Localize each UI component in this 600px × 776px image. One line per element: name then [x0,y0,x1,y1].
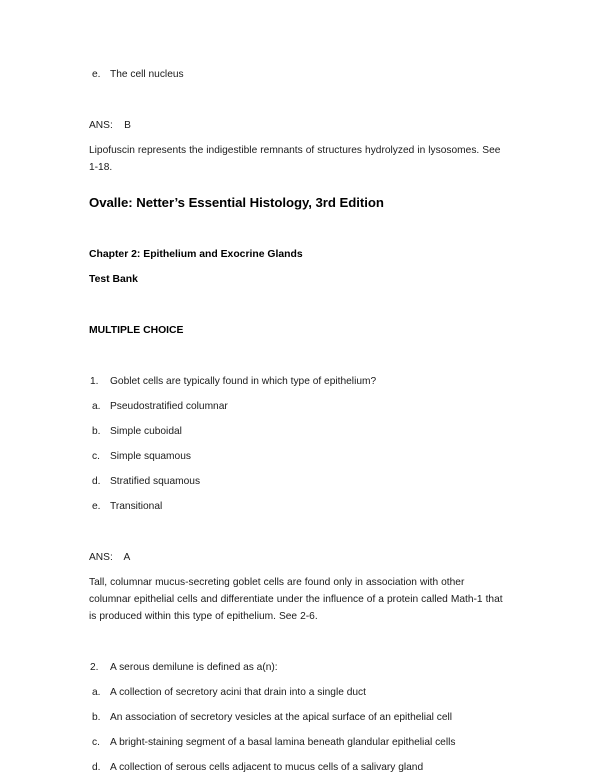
option-marker: b. [92,426,101,437]
spacer [89,465,508,473]
question-number: 1. [90,376,99,387]
option-marker: e. [92,501,101,512]
spacer [89,415,508,423]
spacer [89,440,508,448]
top-spacer [89,0,508,66]
option-marker: c. [92,737,100,748]
list-item [89,709,508,726]
option-text: A collection of secretory acini that drain into a single duct [110,687,366,698]
list-item [89,66,508,83]
option-marker: d. [92,762,101,773]
option-marker: b. [92,712,101,723]
spacer [89,134,508,142]
question-stem [89,373,508,390]
question-number: 2. [90,662,99,673]
list-item [89,398,508,415]
option-text: Pseudostratified columnar [110,401,228,412]
spacer [89,726,508,734]
question-stem [89,659,508,676]
spacer [89,176,508,193]
spacer [89,263,508,271]
option-text: An association of secretory vesicles at the apical surface of an epithelial cell [110,712,453,723]
option-marker: e. [92,69,101,80]
document-type-label: Test Bank [89,274,138,285]
option-text: Simple squamous [110,451,191,462]
question-text: Goblet cells are typically found in which type of epithelium? [110,376,377,387]
list-item [89,734,508,751]
option-text: A bright-staining segment of a basal lamina beneath glandular epithelial cells [110,737,456,748]
rationale-paragraph: Tall, columnar mucus-secreting goblet cells are found only in association with other columnar epithelial cells and differentiate under the influence of a protein called Math-1 that is produced within this type of epithelium. See 2-6. [89,577,503,622]
spacer [89,288,508,322]
spacer [89,676,508,684]
option-text: Simple cuboidal [110,426,182,437]
option-text: The cell nucleus [110,69,184,80]
spacer [89,83,508,117]
option-text: Transitional [110,501,163,512]
spacer [89,625,508,659]
spacer [89,701,508,709]
option-marker: d. [92,476,101,487]
list-item [89,759,508,776]
list-item [89,423,508,440]
option-text: A collection of serous cells adjacent to mucus cells of a salivary gland [110,762,424,773]
answer-line: ANS: A [89,552,131,563]
page-title: Ovalle: Netter’s Essential Histology, 3rd Edition [89,195,384,210]
option-marker: a. [92,687,101,698]
spacer [89,566,508,574]
spacer [89,212,508,246]
rationale-paragraph: Lipofuscin represents the indigestible remnants of structures hydrolyzed in lysosomes. See 1-18. [89,145,501,173]
section-label-multiple-choice: MULTIPLE CHOICE [89,325,184,336]
document-content [89,0,508,776]
option-marker: a. [92,401,101,412]
spacer [89,339,508,373]
question-text: A serous demilune is defined as a(n): [110,662,278,673]
option-text: Stratified squamous [110,476,201,487]
spacer [89,390,508,398]
answer-line: ANS: B [89,120,131,131]
list-item [89,448,508,465]
spacer [89,490,508,498]
spacer [89,515,508,549]
chapter-heading: Chapter 2: Epithelium and Exocrine Glands [89,249,303,260]
list-item [89,684,508,701]
spacer [89,751,508,759]
list-item [89,473,508,490]
list-item [89,498,508,515]
option-marker: c. [92,451,100,462]
